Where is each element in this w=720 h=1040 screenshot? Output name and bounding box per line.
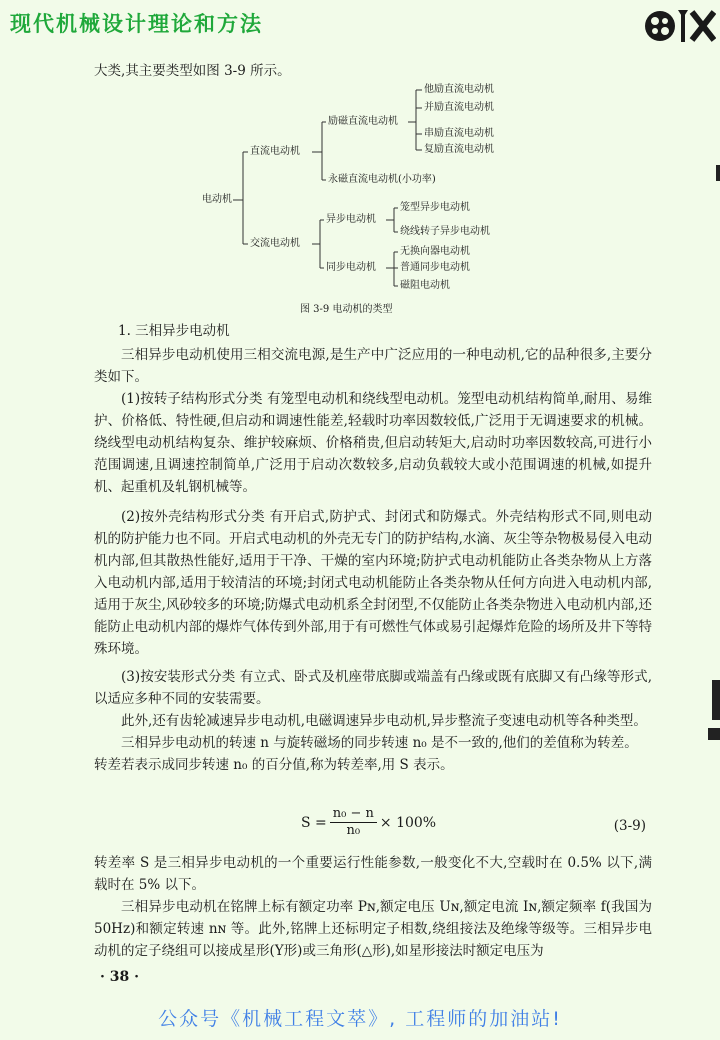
slip-formula (301, 806, 436, 839)
formula-denominator: n₀ (346, 823, 361, 838)
node-reluctance: 磁阻电动机 (400, 280, 450, 291)
node-shunt-dc: 并励直流电动机 (424, 102, 494, 113)
paragraph-slip-range: 转差率 S 是三相异步电动机的一个重要运行性能参数,一般变化不大,空载时在 0.5% 以下,满载时在 5% 以下。 (94, 855, 652, 893)
section-title: 1. 三相异步电动机 (118, 323, 230, 339)
node-commutatorless: 无换向器电动机 (400, 246, 470, 257)
node-excitation-dc-motor: 励磁直流电动机 (328, 116, 398, 127)
figure-caption: 图 3-9 电动机的类型 (300, 304, 393, 315)
node-dc-motor: 直流电动机 (250, 146, 300, 157)
equation-number: (3-9) (613, 818, 646, 834)
node-motor: 电动机 (202, 194, 232, 205)
page-number: · 38 · (100, 969, 139, 985)
header-title: 现代机械设计理论和方法 (10, 12, 263, 36)
paragraph-mounting: (3)按安装形式分类 有立式、卧式及机座带底脚或端盖有凸缘或既有底脚又有凸缘等形式,以适应多种不同的安装需要。 (94, 669, 652, 707)
node-ac-motor: 交流电动机 (250, 238, 300, 249)
paragraph-intro: 三相异步电动机使用三相交流电源,是生产中广泛应用的一种电动机,它的品种很多,主要分类如下。 (94, 347, 652, 385)
node-series-dc: 串励直流电动机 (424, 128, 494, 139)
edge-mark (716, 165, 720, 181)
paragraph-slip (94, 732, 652, 776)
slip-line-2: 转差若表示成同步转速 n₀ 的百分值,称为转差率,用 S 表示。 (94, 757, 454, 773)
paragraph-other-types: 此外,还有齿轮减速异步电动机,电磁调速异步电动机,异步整流子变速电动机等各种类型。 (121, 713, 647, 729)
paragraph-enclosure: (2)按外壳结构形式分类 有开启式,防护式、封闭式和防爆式。外壳结构形式不同,则电动机的防护能力也不同。开启式电动机的外壳无专门的防护结构,水滴、灰尘等杂物极易侵入电动机内部,但其散热性能好,适用于干净、干燥的室内环境;防护式电动机能防止各类杂物从上方落入电动机内部,适用于较清洁的环境;封闭式电动机能防止各类杂物从任何方向进入电动机内部,适用于灰尘,风砂较多的环境;防爆式电动机系全封闭型,不仅能防止各类杂物进入电动机内部,还能防止电动机内部的爆炸气体传到外部,用于有可燃性气体或易引起爆炸危险的场所及井下等特殊环境。 (94, 509, 652, 657)
node-wound-rotor: 绕线转子异步电动机 (400, 226, 490, 237)
edge-mark (708, 728, 720, 740)
intro-line: 大类,其主要类型如图 3-9 所示。 (94, 63, 291, 79)
slip-line-1: 三相异步电动机的转速 n 与旋转磁场的同步转速 n₀ 是不一致的,他们的差值称为转差。 (121, 735, 638, 751)
node-separately-excited-dc: 他励直流电动机 (424, 84, 494, 95)
node-sync-motor: 同步电动机 (326, 262, 376, 273)
formula-rhs: × 100% (379, 814, 437, 831)
motor-type-diagram (190, 82, 520, 322)
edge-mark (712, 680, 720, 720)
node-async-motor: 异步电动机 (326, 214, 376, 225)
paragraph-rotor-structure: (1)按转子结构形式分类 有笼型电动机和绕线型电动机。笼型电动机结构简单,耐用、易维护、价格低、特性硬,但启动和调速性能差,轻载时功率因数较低,广泛用于无调速要求的机械。绕线型电动机结构复杂、维护较麻烦、价格稍贵,但启动转矩大,启动时功率因数较高,可进行小范围调速,且调速控制简单,广泛用于启动次数较多,启动负载较大或小范围调速的机械,如提升机、起重机及轧钢机械等。 (94, 391, 652, 495)
footer-banner: 公众号《机械工程文萃》, 工程师的加油站! (158, 1008, 562, 1030)
node-pm-dc-motor: 永磁直流电动机(小功率) (328, 174, 436, 185)
formula-numerator: n₀ − n (330, 806, 377, 823)
paragraph-nameplate: 三相异步电动机在铭牌上标有额定功率 Pɴ,额定电压 Uɴ,额定电流 Iɴ,额定频率 f(我国为 50Hz)和额定转速 nɴ 等。此外,铭牌上还标明定子相数,绕组接法及绝缘等级等。三相异步电动机的定子绕组可以接成星形(Y形)或三角形(△形),如星形接法时额定电压为 (94, 899, 652, 959)
node-compound-dc: 复励直流电动机 (424, 144, 494, 155)
node-ordinary-sync: 普通同步电动机 (400, 262, 470, 273)
gear-logo-icon (642, 4, 716, 46)
formula-fraction (330, 806, 377, 839)
equation-3-9 (94, 806, 652, 844)
formula-lhs: S = (301, 814, 327, 831)
node-squirrel-cage: 笼型异步电动机 (400, 202, 470, 213)
